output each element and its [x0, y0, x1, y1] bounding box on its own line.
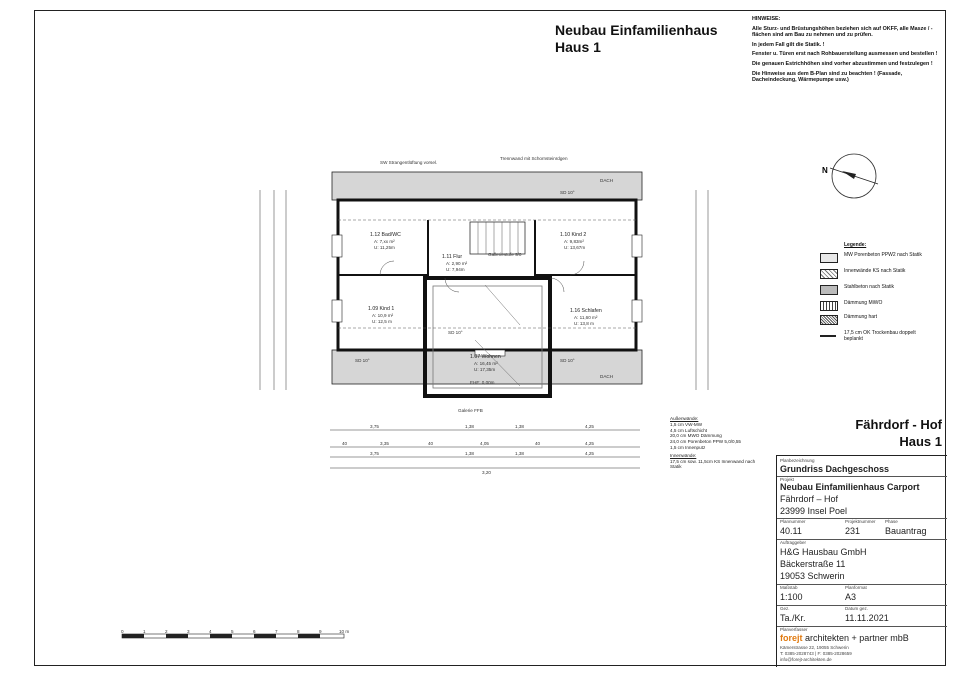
- planner-label: Planverfasser: [780, 627, 808, 632]
- firm-name: [780, 633, 909, 643]
- room-perimeter: U: 11,25m: [374, 245, 395, 250]
- date-label: Datum gez.: [845, 606, 869, 611]
- legend-item-stahlbeton: [820, 284, 930, 300]
- room-perimeter: U: 12,5 m: [372, 319, 392, 324]
- inner-wall-note-line: 17,5 cm sow. 11,5cm KS Innenwand nach Statik: [670, 458, 756, 470]
- slope-label-bottom: SD 10°: [560, 358, 575, 363]
- scale-tick: 9: [319, 630, 322, 634]
- scale-tick: 3: [187, 630, 190, 634]
- door-swing: [445, 278, 459, 292]
- room-bad: [370, 232, 401, 250]
- date-value: 11.11.2021: [845, 613, 889, 623]
- hint-3: Fenster u. Türen erst nach Rohbauerstellung ausmessen und bestellen !: [752, 51, 938, 58]
- wall-note-line: 24,0 cm Porenbeton PPW 5,0/0,55: [670, 439, 741, 445]
- wall-note-line: 1,5 cm VW-MW: [670, 421, 703, 427]
- firm-address-2: T: 0385-2028743 | F: 0385-2028659: [780, 651, 852, 656]
- phase-value: Bauantrag: [885, 526, 927, 536]
- legend-text: Stahlbeton nach Statik: [844, 284, 895, 290]
- room-flur: [442, 254, 468, 272]
- scale-tick: 10 m: [339, 630, 350, 634]
- slope-label-top: SD 10°: [560, 190, 575, 195]
- window: [632, 235, 642, 257]
- legend-title: Legende:: [844, 242, 867, 248]
- scale-bar-segment: [166, 634, 188, 638]
- roof-label-top: DACH: [600, 178, 614, 183]
- room-name: 1.12 Bad/WC: [370, 232, 401, 238]
- project-location-1: Fährdorf – Hof: [780, 494, 839, 504]
- roof-band-top: [332, 172, 642, 200]
- legend-item-ks: [820, 268, 930, 284]
- firm-address-3: info@forejt-architekten.de: [780, 657, 832, 662]
- legend-item-hart: [820, 314, 930, 330]
- client-label: Auftraggeber: [780, 540, 807, 545]
- hint-1: Alle Sturz- und Brüstungshöhen beziehen sich auf OKFF, alle Masze / -flächen sind am Bau zu nehmen und zu prüfen.: [752, 25, 933, 39]
- scale-label: Maßstab: [780, 585, 798, 590]
- scale-bar-segment: [298, 634, 320, 638]
- legend-text: 17,5 cm OK Trockenbau doppelt beplankt: [844, 330, 916, 342]
- scale-tick: 2: [165, 630, 168, 634]
- client-street: Bäckerstraße 11: [780, 559, 846, 569]
- wall-notes-heading: Außenwände:: [670, 416, 699, 421]
- dim-text: 40: [428, 441, 434, 446]
- format-value: A3: [845, 592, 857, 602]
- galerie-label: Galerie FFB: [458, 408, 483, 413]
- location-title: [790, 416, 942, 450]
- room-perimeter: U: 13,8 m: [574, 321, 594, 326]
- location-line2: Haus 1: [899, 434, 942, 449]
- slope-label-mid: SD 10°: [355, 358, 370, 363]
- dim-text: 1,38: [465, 424, 474, 429]
- floor-level-label: EHF: 0,00m: [470, 380, 495, 385]
- hints-heading: HINWEISE:: [752, 16, 781, 22]
- window: [332, 235, 342, 257]
- scale-bar-segment: [210, 634, 232, 638]
- dim-text: 40: [535, 441, 541, 446]
- room-area: A: 16,45 m²: [474, 361, 498, 366]
- dim-text: 1,38: [465, 451, 474, 456]
- project-label: Projekt: [780, 477, 795, 482]
- projnr-value: 231: [845, 526, 861, 536]
- scale-bar-segment: [122, 634, 144, 638]
- door-swing: [570, 261, 584, 275]
- scale-tick: 8: [297, 630, 300, 634]
- north-label: N: [822, 166, 828, 175]
- gallery-line: [485, 285, 520, 325]
- scale-tick: 7: [275, 630, 278, 634]
- plannr-value: 40.11: [780, 526, 802, 536]
- floor-plan: [230, 150, 710, 480]
- legend-swatch: [820, 301, 838, 311]
- wall-note-line: 1,5 cm Innenputz: [670, 444, 706, 450]
- room-schlafen: [570, 308, 602, 326]
- legend-text: Dämmung MiWO: [844, 300, 883, 306]
- legend-text: Dämmung hart: [844, 314, 878, 320]
- scale-bar: [120, 630, 360, 646]
- drawn-label: Gez.: [780, 606, 790, 611]
- room-area: A: 11,60 m²: [574, 315, 598, 320]
- legend-item-porenbeton: [820, 252, 930, 268]
- scale-bar-segment: [254, 634, 276, 638]
- legend-text: Innenwände KS nach Statik: [844, 268, 906, 274]
- scale-value: 1:100: [780, 592, 803, 602]
- phase-label: Phase: [885, 519, 898, 524]
- project-title-line2: Haus 1: [555, 39, 601, 55]
- dim-text: 1,38: [515, 451, 524, 456]
- project-title-line1: Neubau Einfamilienhaus: [555, 22, 718, 38]
- room-name: 1.11 Flur: [442, 254, 463, 260]
- hints-block: [752, 16, 942, 87]
- legend-text: MW Porenbeton PPW2 nach Statik: [844, 252, 922, 258]
- scale-tick: 1: [143, 630, 146, 634]
- room-kind2: [560, 232, 586, 250]
- dim-text: 4,25: [585, 441, 594, 446]
- room-perimeter: U: 17,35m: [474, 367, 496, 372]
- legend-swatch: [820, 285, 838, 295]
- scale-tick: 4: [209, 630, 212, 634]
- legend-swatch: [820, 335, 836, 337]
- staircase: [470, 222, 525, 254]
- client-city: 19053 Schwerin: [780, 571, 845, 581]
- title-block: [776, 455, 947, 667]
- top-note: Trennwand mit Schornsteinrdgen: [500, 156, 568, 161]
- room-name: 1.10 Kind 2: [560, 232, 587, 238]
- stair-label: Galleriestufe 9/0: [488, 252, 522, 257]
- scale-tick: 5: [231, 630, 234, 634]
- dim-text: 40: [342, 441, 348, 446]
- north-arrow-icon: [818, 150, 884, 202]
- slope-label-room: SD 10°: [448, 330, 463, 335]
- dim-text: 4,25: [585, 451, 594, 456]
- scale-tick: 6: [253, 630, 256, 634]
- dim-text: 3,75: [370, 451, 379, 456]
- room-name: 1.09 Kind 1: [368, 306, 395, 312]
- room-name: 1.07 Wohnen: [470, 354, 501, 360]
- room-area: A: 9,83m²: [564, 239, 584, 244]
- legend-swatch: [820, 253, 838, 263]
- project-value: Neubau Einfamilienhaus Carport: [780, 482, 920, 492]
- firm-brand: forejt: [780, 633, 803, 643]
- client-name: H&G Hausbau GmbH: [780, 547, 867, 557]
- wall-note-line: 20,0 cm MWO Dämmung: [670, 433, 722, 439]
- wall-notes: [670, 416, 765, 470]
- dim-text: 3,75: [370, 424, 379, 429]
- wall-note-line: 4,5 cm Luftschicht: [670, 427, 708, 433]
- dim-text-total: 3,20: [482, 470, 491, 475]
- room-perimeter: U: 7,94m: [446, 267, 465, 272]
- room-area: A: 2,90 m²: [446, 261, 468, 266]
- room-kind1: [368, 306, 394, 324]
- dim-text: 4,05: [480, 441, 489, 446]
- project-location-2: 23999 Insel Poel: [780, 506, 848, 516]
- scale-tick: 0: [121, 630, 124, 634]
- door-swing: [550, 278, 564, 292]
- hint-5: Die Hinweise aus dem B-Plan sind zu beachten ! (Fassade, Dacheindeckung, Wärmepumpe usw.): [752, 70, 903, 84]
- tb-divider: [777, 476, 947, 477]
- hint-4: Die genauen Estrichhöhen sind vorher abzustimmen und festzulegen !: [752, 60, 933, 67]
- window: [332, 300, 342, 322]
- format-label: Planformat: [845, 585, 867, 590]
- drawn-value: Ta./Kr.: [780, 613, 806, 623]
- room-area: A: 7,xx m²: [374, 239, 395, 244]
- hint-2: In jedem Fall gilt die Statik. !: [752, 41, 825, 48]
- plan-value: Grundriss Dachgeschoss: [780, 464, 890, 474]
- door-swing: [380, 261, 394, 275]
- dimension-chains: [330, 424, 640, 475]
- plan-label: Planbezeichnung: [780, 458, 815, 463]
- firm-address-1: Kämerstrasse 22, 19055 Schwerin: [780, 645, 849, 650]
- legend-swatch: [820, 269, 838, 279]
- plannr-label: Plannummer: [780, 519, 806, 524]
- room-area: A: 10,9 m²: [372, 313, 394, 318]
- project-title: [555, 22, 718, 56]
- room-name: 1.16 Schlafen: [570, 308, 602, 314]
- window: [632, 300, 642, 322]
- dim-text: 1,38: [515, 424, 524, 429]
- dim-text: 3,35: [380, 441, 389, 446]
- inner-wall-notes-heading: Innenwände:: [670, 452, 697, 458]
- projnr-label: Projektnummer: [845, 519, 876, 524]
- dim-text: 4,25: [585, 424, 594, 429]
- location-line1: Fährdorf - Hof: [855, 417, 942, 432]
- roof-label-bottom: DACH: [600, 374, 614, 379]
- firm-name-rest: architekten + partner mbB: [802, 633, 909, 643]
- room-perimeter: U: 13,67m: [564, 245, 586, 250]
- legend-swatch: [820, 315, 838, 325]
- legend-item-trockenbau: [820, 330, 930, 352]
- sw-note: SW Strangentlüftung vorsel.: [380, 160, 438, 165]
